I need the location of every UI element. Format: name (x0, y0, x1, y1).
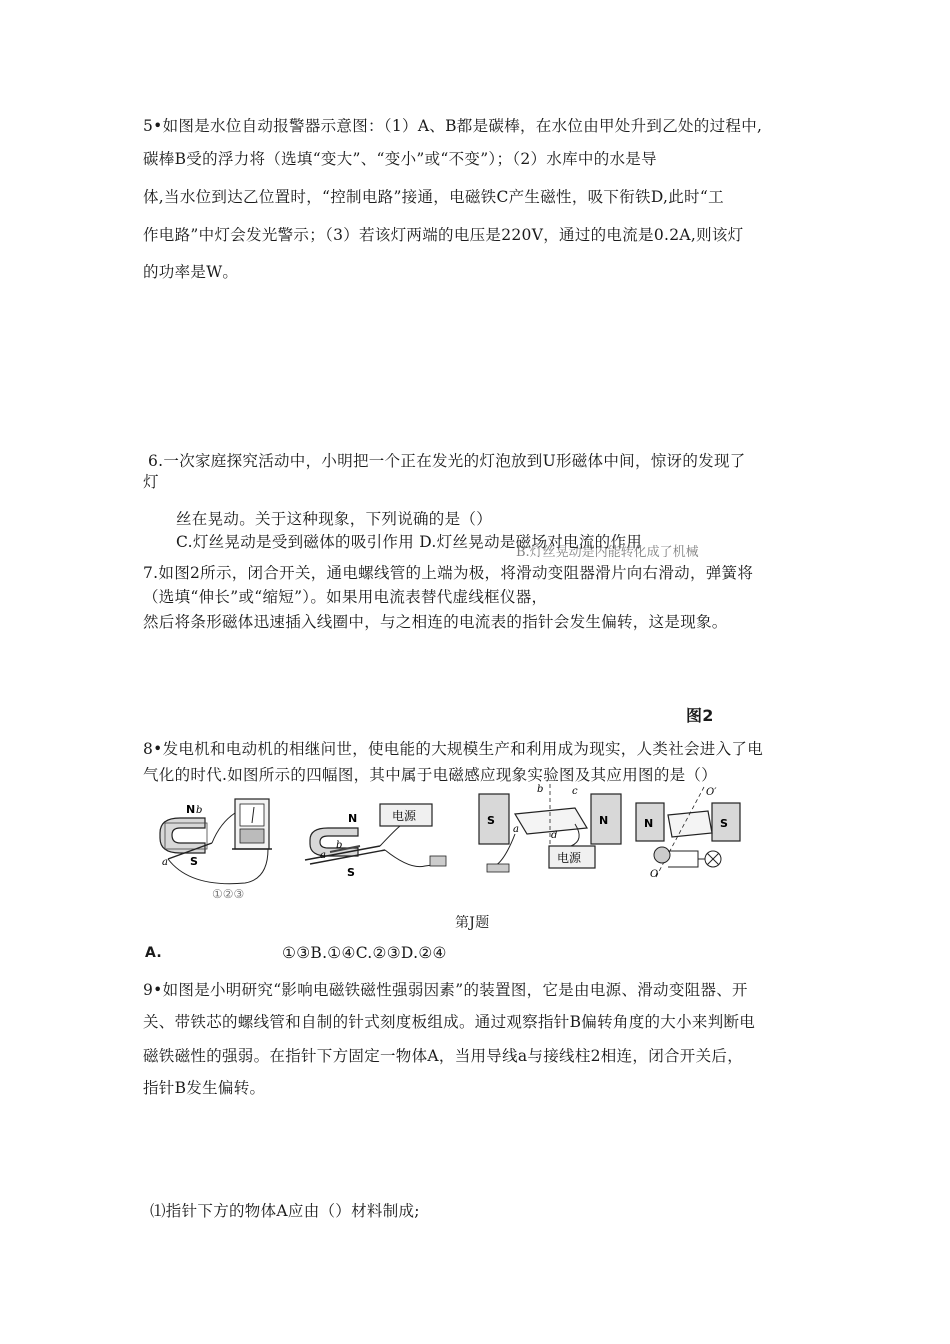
q6-line-3: 丝在晃动。关于这种现象，下列说确的是（） (176, 510, 493, 528)
fig4-o-label: O (650, 869, 659, 880)
fig1-n-label: N (186, 803, 196, 816)
q5-line-3: 体,当水位到达乙位置时，“控制电路”接通，电磁铁C产生磁性，吸下衔铁D,此时“工 (143, 188, 724, 206)
q8-figure-2-drawing (300, 800, 465, 880)
q8-line-2: 气化的时代.如图所示的四幅图，其中属于电磁感应现象实验图及其应用图的是（） (143, 766, 718, 784)
fig2-power-label: 电源 (392, 809, 417, 823)
fig1-s-label: S (190, 855, 198, 868)
q5-line-1: 5•如图是水位自动报警器示意图：（1）A、B都是碳棒，在水位由甲处升到乙处的过程中, (143, 117, 763, 135)
fig2-n-label: N (348, 812, 358, 825)
q6-options: C.灯丝晃动是受到磁体的吸引作用 D.灯丝晃动是磁场对电流的作用 (176, 533, 643, 551)
q6-line-1: 6.一次家庭探究活动中，小明把一个正在发光的灯泡放到U形磁体中间，惊讶的发现了 (148, 452, 746, 470)
q8-answer-label: A. (145, 945, 163, 961)
fig4-oprime-label: O′ (706, 787, 717, 798)
fig3-s-label: S (487, 814, 495, 827)
fig4-n-label: N (644, 817, 654, 830)
q8-answer-options: ①③B.①④C.②③D.②④ (282, 944, 447, 962)
q9-sub-question-1: ⑴指针下方的物体A应由（）材料制成; (150, 1202, 420, 1220)
figure-2-label: 图2 (686, 706, 714, 725)
fig3-power-label: 电源 (557, 851, 582, 865)
q6-line-2: 灯 (143, 473, 159, 491)
q7-line-2: （选填“伸长”或“缩短”）。如果用电流表替代虚线框仪器， (143, 588, 548, 606)
fig3-d-label: d (551, 830, 558, 841)
fig1-a-label: a (162, 857, 168, 868)
q8-figure-3 (475, 780, 625, 880)
q7-line-3: 然后将条形磁体迅速插入线圈中，与之相连的电流表的指针会发生偏转，这是现象。 (143, 613, 728, 631)
q9-line-2: 关、带铁芯的螺线管和自制的针式刻度板组成。通过观察指针B偏转角度的大小来判断电 (143, 1013, 756, 1031)
fig3-b-label: b (537, 784, 544, 795)
q5-line-4: 作电路”中灯会发光警示；（3）若该灯两端的电压是220V，通过的电流是0.2A,则该灯 (143, 226, 744, 244)
q7-line-1: 7.如图2所示，闭合开关，通电螺线管的上端为极，将滑动变阻器滑片向右滑动，弹簧将 (143, 564, 754, 582)
fig3-a-label: a (513, 824, 519, 835)
q9-line-3: 磁铁磁性的强弱。在指针下方固定一物体A，当用导线a与接线柱2相连，闭合开关后， (143, 1047, 743, 1065)
q8-figure-caption-partial: ①②③ (212, 887, 245, 901)
q5-line-5: 的功率是W。 (143, 263, 239, 281)
fig3-n-label: N (599, 814, 609, 827)
q9-line-1: 9•如图是小明研究“影响电磁铁磁性强弱因素”的装置图，它是由电源、滑动变阻器、开 (143, 981, 748, 999)
fig1-b-label: b (196, 805, 203, 816)
q6-overlap-text: B.灯丝晃动是内能转化成了机械 (516, 545, 699, 560)
q5-line-2: 碳棒B受的浮力将（选填“变大”、“变小”或“不变”）；（2）水库中的水是导 (143, 150, 657, 168)
fig4-s-label: S (720, 817, 728, 830)
q8-figure-1 (150, 793, 290, 893)
fig2-s-label: S (347, 866, 355, 879)
fig2-a-label: a (320, 850, 326, 861)
fig3-c-label: c (572, 786, 578, 797)
fig2-b-label: b (336, 840, 343, 851)
q8-line-1: 8•发电机和电动机的相继问世，使电能的大规模生产和利用成为现实，人类社会进入了电 (143, 740, 764, 758)
q9-line-4: 指针B发生偏转。 (143, 1079, 266, 1097)
q8-figure-4 (628, 785, 748, 880)
q8-caption: 第J题 (455, 915, 490, 931)
